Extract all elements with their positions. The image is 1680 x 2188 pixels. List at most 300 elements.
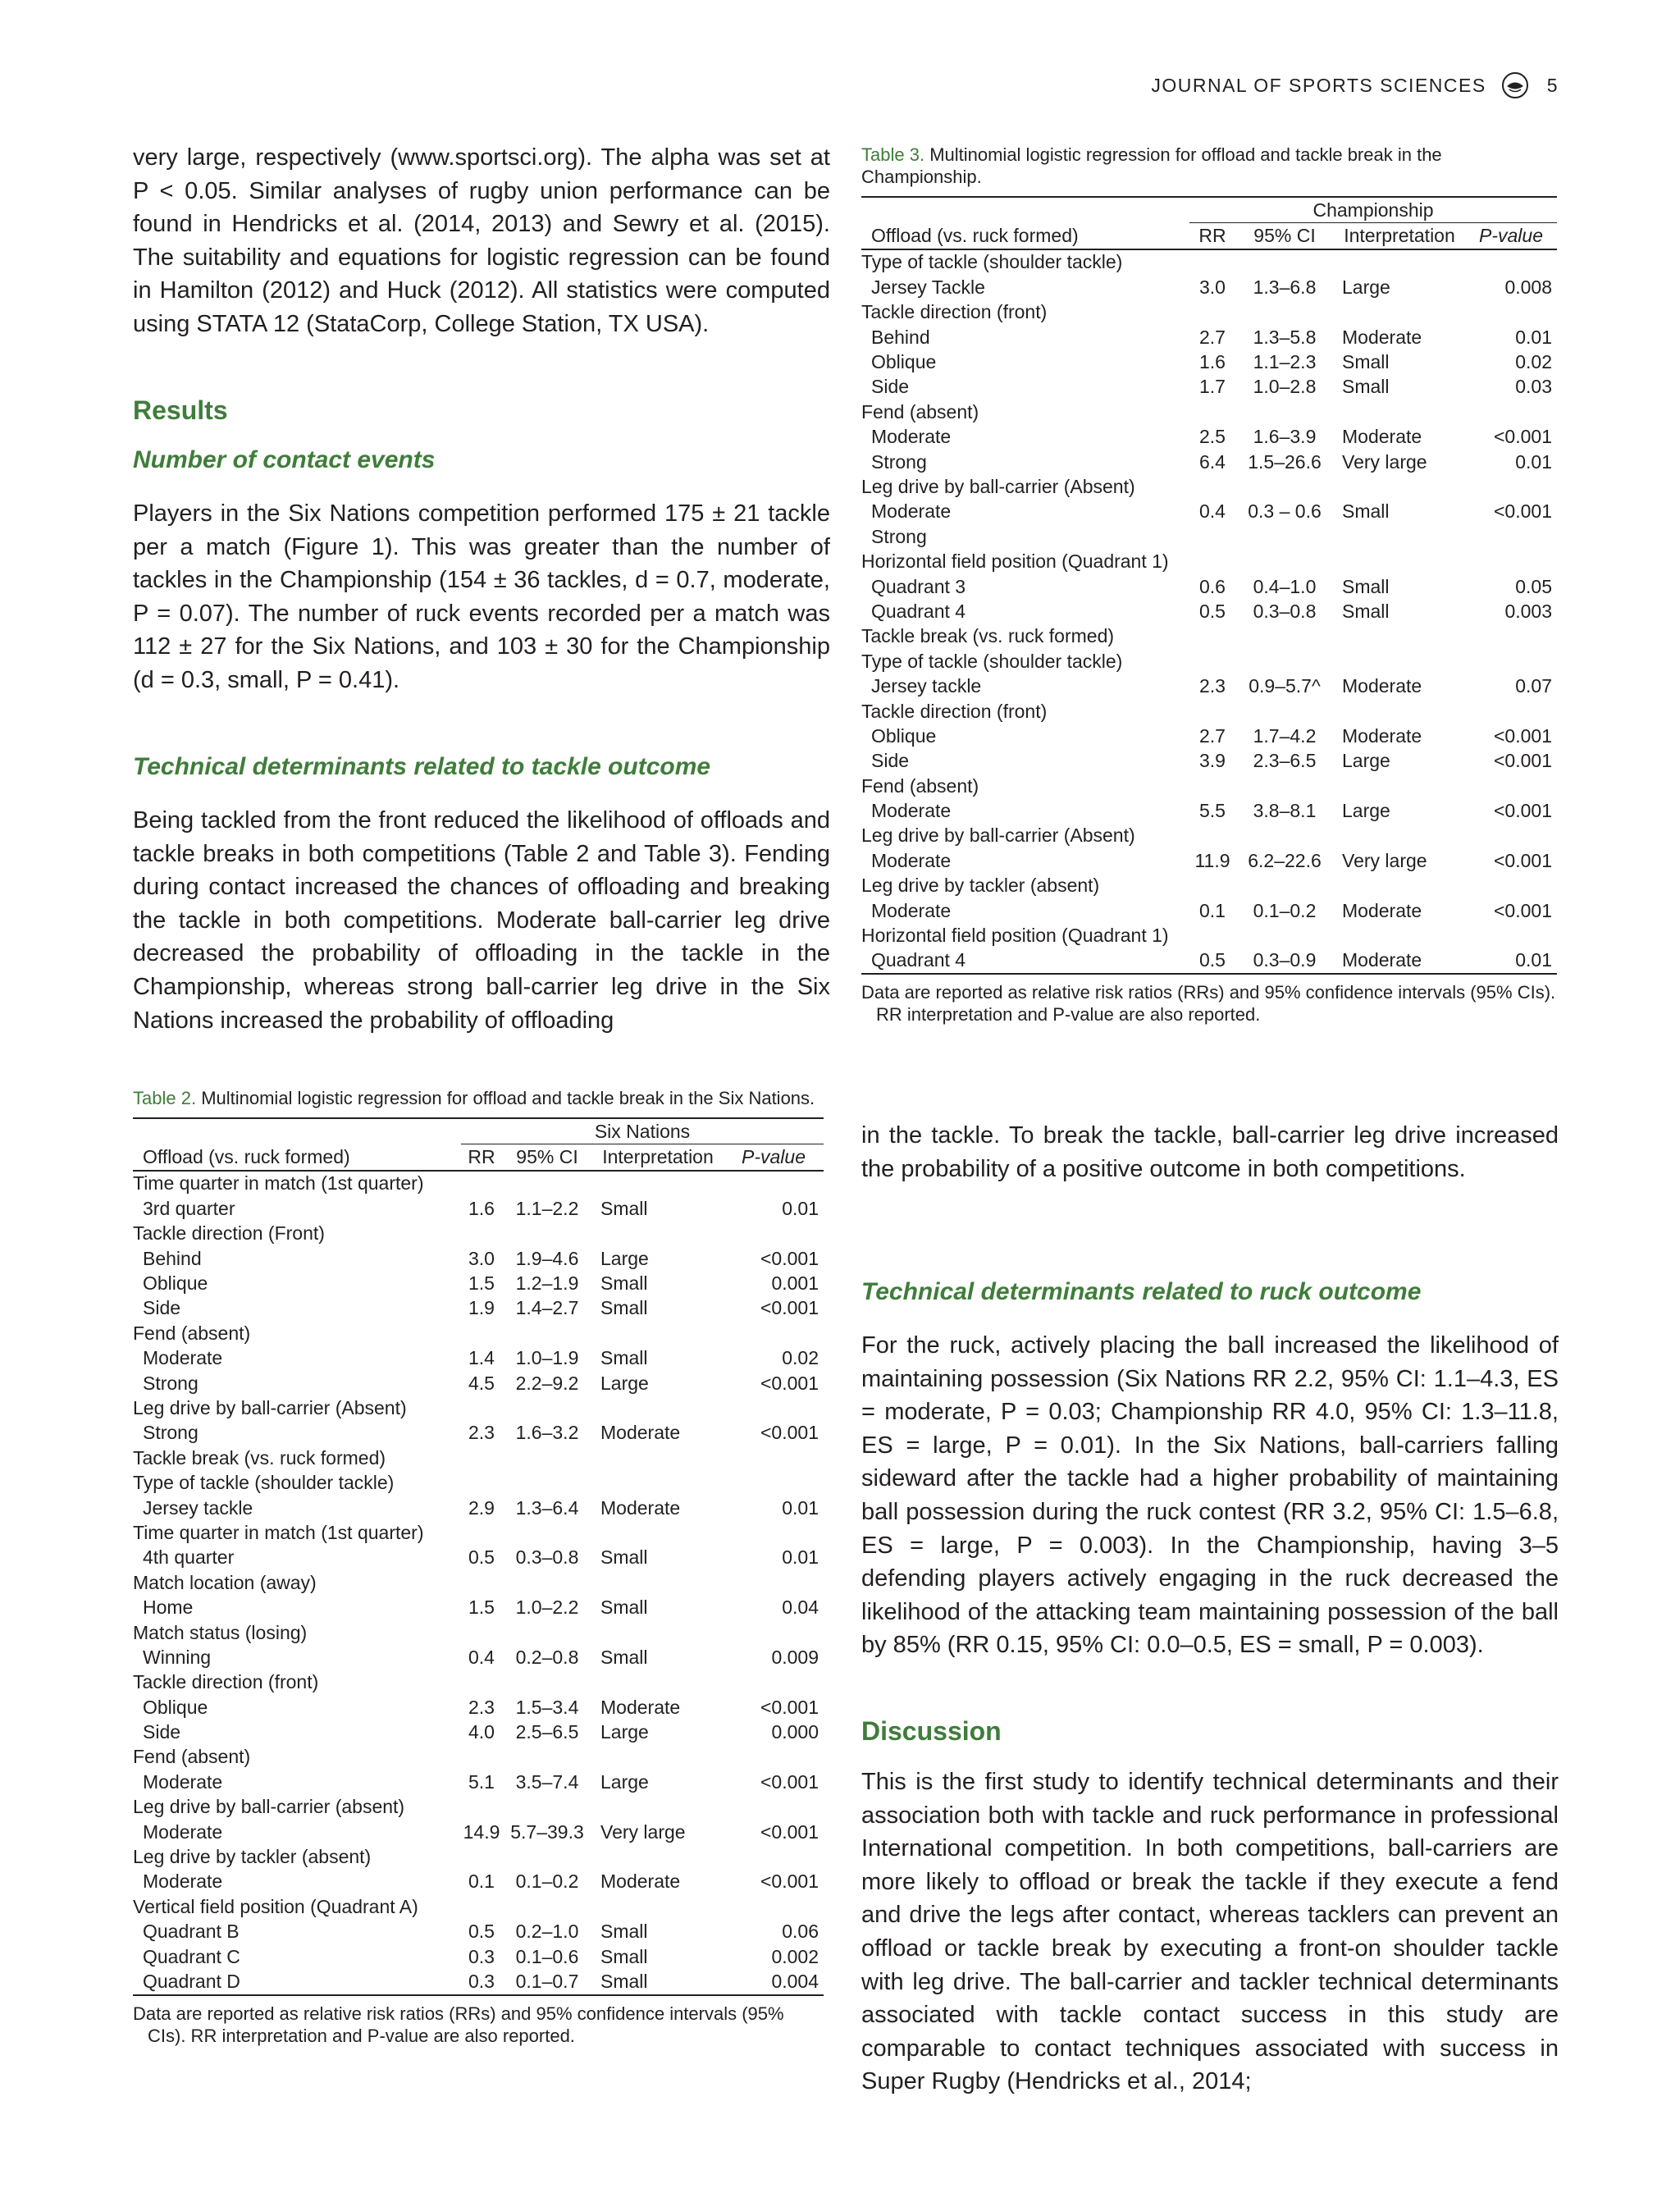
interpretation-value	[1334, 874, 1465, 898]
interpretation-value	[1334, 624, 1465, 649]
row-label: Quadrant 3	[871, 575, 966, 597]
ci-value: 6.2–22.6	[1248, 849, 1322, 871]
p-value	[724, 1844, 824, 1869]
row-label: Behind	[871, 326, 930, 348]
interpretation-value: Moderate	[600, 1871, 681, 1893]
ci-value	[502, 1670, 592, 1695]
row-label: Oblique	[871, 724, 937, 747]
row-label: Time quarter in match (1st quarter)	[133, 1172, 424, 1194]
ci-value: 2.2–9.2	[515, 1372, 579, 1394]
interpretation-value: Large	[600, 1247, 649, 1269]
ci-value: 1.0–2.8	[1253, 376, 1317, 398]
journal-title: JOURNAL OF SPORTS SCIENCES	[1151, 74, 1486, 96]
row-label: Moderate	[143, 1770, 223, 1793]
row-label: Moderate	[871, 500, 952, 523]
p-value	[724, 1321, 824, 1345]
row-label: Match location (away)	[133, 1571, 317, 1593]
interpretation-value	[592, 1844, 724, 1869]
tackle-outcome-heading: Technical determinants related to tackle outcome	[133, 753, 711, 780]
row-label: Fend (absent)	[861, 774, 979, 797]
row-label: Side	[871, 376, 910, 398]
table-3-col-first: Offload (vs. ruck formed)	[861, 223, 1189, 249]
interpretation-value: Moderate	[1342, 675, 1422, 697]
table-row	[861, 524, 1557, 549]
p-value: 0.000	[771, 1721, 819, 1743]
interpretation-value: Small	[600, 1546, 648, 1569]
interpretation-value	[592, 1395, 724, 1420]
table-3-caption	[861, 144, 1557, 188]
row-label: Moderate	[143, 1347, 223, 1369]
ci-value: 1.3–6.4	[515, 1496, 579, 1519]
ci-value	[502, 1520, 592, 1545]
table-3-caption-text: Multinomial logistic regression for offload and tackle break in the Championship.	[861, 144, 1442, 187]
interpretation-value	[1334, 300, 1465, 325]
ci-value	[502, 1894, 592, 1919]
table-row	[133, 1496, 824, 1520]
p-value: 0.07	[1515, 675, 1552, 697]
row-label: Type of tackle (shoulder tackle)	[133, 1472, 395, 1494]
ci-value: 0.3–0.8	[1253, 600, 1317, 622]
interpretation-value	[1334, 549, 1465, 573]
row-label: Jersey tackle	[871, 675, 982, 697]
interpretation-value: Small	[600, 1596, 648, 1619]
ci-value: 0.9–5.7^	[1249, 675, 1321, 697]
interpretation-value	[1334, 400, 1465, 424]
row-label: Leg drive by tackler (absent)	[861, 875, 1100, 897]
p-value: <0.001	[1494, 500, 1552, 523]
interpretation-value	[592, 1446, 724, 1470]
running-header	[1148, 69, 1559, 102]
ci-value: 0.2–0.8	[515, 1646, 579, 1668]
p-value	[1465, 649, 1557, 674]
table-row	[861, 450, 1557, 474]
table-2-caption-text: Multinomial logistic regression for offload and tackle break in the Six Nations.	[201, 1088, 815, 1108]
p-value: 0.01	[782, 1546, 819, 1569]
interpretation-value: Large	[600, 1721, 649, 1743]
ci-value	[1235, 300, 1334, 325]
table-row	[133, 1595, 824, 1619]
rr-value: 1.4	[468, 1347, 495, 1369]
table-row	[861, 898, 1557, 923]
table-2-body	[133, 1171, 824, 1995]
rr-value	[461, 1395, 502, 1420]
ci-value	[502, 1321, 592, 1345]
ci-value	[1235, 699, 1334, 724]
table-row	[133, 1296, 824, 1321]
ci-value: 1.9–4.6	[515, 1247, 579, 1269]
interpretation-value: Small	[592, 1969, 724, 1994]
interpretation-value: Small	[1342, 376, 1390, 398]
ci-value: 0.3–0.9	[1235, 948, 1334, 974]
rr-value	[461, 1171, 502, 1196]
p-value	[724, 1570, 824, 1595]
table-row	[861, 425, 1557, 450]
row-label: Side	[871, 750, 910, 772]
interpretation-value: Moderate	[1342, 724, 1422, 747]
ci-value: 1.2–1.9	[515, 1272, 579, 1295]
row-label: Moderate	[143, 1871, 223, 1893]
interpretation-value: Moderate	[600, 1696, 681, 1718]
rr-value	[1189, 774, 1235, 798]
row-label: Quadrant B	[143, 1921, 240, 1943]
interpretation-value	[1334, 824, 1465, 848]
rr-value: 0.1	[1199, 899, 1226, 921]
p-value: 0.03	[1515, 376, 1552, 398]
rr-value	[1189, 649, 1235, 674]
rr-value	[1189, 699, 1235, 724]
ci-value	[502, 1795, 592, 1820]
p-value	[1465, 699, 1557, 724]
p-value	[724, 1670, 824, 1695]
ci-value	[1235, 649, 1334, 674]
ci-value: 1.3–5.8	[1253, 326, 1317, 348]
p-value: 0.01	[782, 1197, 819, 1219]
rr-value: 2.3	[468, 1696, 495, 1718]
table-row	[133, 1371, 824, 1395]
p-value	[724, 1470, 824, 1495]
page-number: 5	[1546, 74, 1559, 96]
rr-value: 4.5	[468, 1372, 495, 1394]
rr-value	[1189, 874, 1235, 898]
row-label: Tackle direction (front)	[133, 1671, 319, 1693]
ci-value: 1.6–3.9	[1253, 426, 1317, 448]
table-3-group-header: Championship	[1189, 197, 1557, 223]
row-label: Side	[143, 1721, 181, 1743]
interpretation-value	[592, 1171, 724, 1196]
row-label: Tackle break (vs. ruck formed)	[861, 625, 1115, 647]
p-value: 0.06	[782, 1921, 819, 1943]
rr-value: 2.3	[468, 1422, 495, 1444]
interpretation-value: Small	[1342, 351, 1390, 373]
interpretation-value: Small	[600, 1297, 648, 1319]
row-label: Quadrant C	[143, 1945, 240, 1967]
table-3-col-rr: RR	[1189, 223, 1235, 249]
table-2-col-rr: RR	[461, 1144, 502, 1171]
table-row	[133, 1222, 824, 1246]
ci-value: 2.5–6.5	[515, 1721, 579, 1743]
rr-value: 3.9	[1199, 750, 1226, 772]
interpretation-value	[1334, 649, 1465, 674]
table-row	[133, 1346, 824, 1371]
discussion-heading: Discussion	[861, 1716, 1002, 1746]
row-label: Home	[143, 1596, 194, 1619]
p-value	[1465, 400, 1557, 424]
ci-value	[502, 1745, 592, 1770]
rr-value	[461, 1321, 502, 1345]
table-3-label: Table 3.	[861, 144, 925, 165]
row-label: Moderate	[871, 849, 952, 871]
discussion-paragraph: This is the first study to identify technical determinants and their association both with tackle and ruck performance in professional International competition. In both competitions, ball-carriers are more likely to offload or break the tackle if they execute a fend and drive the legs after contact, whereas tacklers can prevent an offload or tackle break by executing a front-on shoulder tackle with leg drive. The ball-carrier and tackler technical determinants associated with tackle contact success in this study are comparable to contact techniques associated with success in Super Rugby (Hendricks et al., 2014;	[861, 1769, 1559, 2095]
p-value	[1465, 474, 1557, 499]
row-label: Moderate	[871, 899, 952, 921]
table-row	[861, 774, 1557, 798]
row-label: Strong	[143, 1372, 199, 1394]
rr-value: 2.7	[1199, 724, 1226, 747]
table-row	[133, 1745, 824, 1770]
rr-value: 3.0	[1199, 276, 1226, 298]
ci-value	[502, 1446, 592, 1470]
rr-value	[1189, 524, 1235, 549]
methods-paragraph: very large, respectively (www.sportsci.org). The alpha was set at P < 0.05. Similar analyses of rugby union performance can be found in Hendricks et al. (2014, 2013) and Sewry et al. (2015). The suitability and equations for logistic regression can be found in Hamilton (2012) and Huck (2012). All statistics were computed using STATA 12 (StataCorp, College Station, TX USA).	[133, 144, 830, 337]
row-label: Leg drive by ball-carrier (absent)	[133, 1796, 405, 1818]
p-value: <0.001	[1494, 750, 1552, 772]
row-label: Time quarter in match (1st quarter)	[133, 1521, 424, 1543]
row-label: Moderate	[871, 426, 952, 448]
rr-value: 0.3	[468, 1945, 495, 1967]
ruck-outcome-paragraph: For the ruck, actively placing the ball increased the likelihood of maintaining possession (Six Nations RR 2.2, 95% CI: 1.1–4.3, ES = moderate, P = 0.03; Championship RR 4.0, 95% CI: 1.3–11.8, ES = large, P = 0.01). In the Six Nations, ball-carriers falling sideward after the tackle had a higher probability of maintaining ball possession during the ruck contest (RR 3.2, 95% CI: 1.5–6.8, ES = large, P = 0.003). In the Championship, having 3–5 defending players actively engaging in the ruck decreased the likelihood of the attacking team maintaining possession of the ball by 85% (RR 0.15, 95% CI: 0.0–0.5, ES = small, P = 0.003).	[861, 1332, 1559, 1659]
table-3	[861, 144, 1557, 1025]
p-value: <0.001	[1494, 849, 1552, 871]
table-row	[861, 749, 1557, 774]
rr-value: 2.5	[1199, 426, 1226, 448]
row-label: Tackle direction (front)	[861, 700, 1048, 722]
ci-value	[502, 1844, 592, 1869]
p-value	[724, 1395, 824, 1420]
ci-value: 1.5–26.6	[1248, 450, 1322, 473]
ci-value: 1.0–1.9	[515, 1347, 579, 1369]
row-label: Tackle direction (front)	[861, 301, 1048, 323]
p-value: <0.001	[1494, 724, 1552, 747]
interpretation-value: Small	[600, 1272, 648, 1295]
table-row	[861, 699, 1557, 724]
table-row	[861, 249, 1557, 275]
interpretation-value: Small	[600, 1945, 648, 1967]
row-label: Strong	[871, 450, 927, 473]
rr-value: 0.3	[461, 1969, 502, 1994]
ci-value	[502, 1470, 592, 1495]
rr-value	[461, 1222, 502, 1246]
table-row	[133, 1271, 824, 1295]
ci-value: 0.1–0.2	[1253, 899, 1317, 921]
table-row	[861, 474, 1557, 499]
table-2	[133, 1087, 824, 2047]
ci-value	[1235, 624, 1334, 649]
interpretation-value	[1334, 923, 1465, 948]
ci-value: 1.0–2.2	[515, 1596, 579, 1619]
table-row	[133, 1421, 824, 1446]
table-row	[861, 923, 1557, 948]
interpretation-value	[592, 1670, 724, 1695]
interpretation-value: Very large	[600, 1820, 686, 1843]
table-row	[133, 1695, 824, 1720]
table-row	[861, 674, 1557, 698]
table-row	[133, 1920, 824, 1944]
table-row	[133, 1620, 824, 1645]
p-value	[1465, 524, 1557, 549]
table-2-col-interp: Interpretation	[592, 1144, 724, 1171]
ci-value	[1235, 474, 1334, 499]
table-2-col-first: Offload (vs. ruck formed)	[133, 1144, 461, 1171]
p-value	[724, 1620, 824, 1645]
p-value: <0.001	[760, 1696, 819, 1718]
row-label: Winning	[143, 1646, 212, 1668]
table-3-col-ci: 95% CI	[1235, 223, 1334, 249]
rr-value	[461, 1745, 502, 1770]
rr-value: 5.1	[468, 1770, 495, 1793]
row-label: Fend (absent)	[861, 400, 979, 423]
row-label: Behind	[143, 1247, 202, 1269]
ci-value	[1235, 874, 1334, 898]
ci-value	[502, 1395, 592, 1420]
row-label: Tackle break (vs. ruck formed)	[133, 1446, 386, 1469]
ruck-outcome-heading: Technical determinants related to ruck outcome	[861, 1278, 1422, 1305]
row-label: Fend (absent)	[133, 1746, 251, 1768]
p-value: 0.04	[782, 1596, 819, 1619]
row-label: Horizontal field position (Quadrant 1)	[861, 925, 1169, 947]
interpretation-value	[592, 1470, 724, 1495]
row-label: Quadrant 4	[861, 948, 1189, 974]
table-row	[861, 599, 1557, 624]
row-label: Strong	[143, 1422, 199, 1444]
rr-value	[461, 1620, 502, 1645]
row-label: Jersey tackle	[143, 1496, 253, 1519]
interpretation-value: Moderate	[1342, 899, 1422, 921]
rr-value: 0.4	[1199, 500, 1226, 523]
row-label: Tackle direction (Front)	[133, 1222, 325, 1245]
table-row	[861, 724, 1557, 748]
rr-value: 1.6	[468, 1197, 495, 1219]
ci-value	[1235, 774, 1334, 798]
rr-value: 0.5	[468, 1546, 495, 1569]
p-value	[1465, 549, 1557, 573]
table-row	[133, 1944, 824, 1969]
p-value	[724, 1894, 824, 1919]
rr-value: 6.4	[1199, 450, 1226, 473]
ci-value: 5.7–39.3	[510, 1820, 584, 1843]
rr-value: 0.5	[468, 1921, 495, 1943]
table-row	[861, 798, 1557, 823]
table-row	[861, 300, 1557, 325]
interpretation-value: Moderate	[1334, 948, 1465, 974]
row-label: Match status (losing)	[133, 1621, 308, 1643]
table-row	[133, 1520, 824, 1545]
interpretation-value: Moderate	[600, 1422, 681, 1444]
rr-value: 1.9	[468, 1297, 495, 1319]
p-value	[724, 1171, 824, 1196]
rr-value: 1.6	[1199, 351, 1226, 373]
table-row	[133, 1171, 824, 1196]
row-label: Leg drive by ball-carrier (Absent)	[861, 824, 1135, 847]
p-value	[724, 1795, 824, 1820]
table-3-col-interp: Interpretation	[1334, 223, 1465, 249]
table-row	[133, 1720, 824, 1744]
interpretation-value: Small	[1342, 600, 1390, 622]
table-2-col-p: P-value	[724, 1144, 824, 1171]
ci-value	[1235, 824, 1334, 848]
journal-logo-icon	[1501, 71, 1529, 99]
ci-value	[502, 1171, 592, 1196]
interpretation-value: Very large	[1342, 849, 1427, 871]
rr-value: 3.0	[468, 1247, 495, 1269]
rr-value	[1189, 624, 1235, 649]
interpretation-value	[1334, 699, 1465, 724]
p-value: <0.001	[760, 1770, 819, 1793]
interpretation-value: Large	[1342, 276, 1390, 298]
p-value	[1465, 923, 1557, 948]
rr-value	[1189, 824, 1235, 848]
contact-events-paragraph: Players in the Six Nations competition performed 175 ± 21 tackle per a match (Figure 1). This was greater than the number of tackles in the Championship (154 ± 36 tackles, d = 0.7, moderate, P = 0.07). The number of ruck events recorded per a match was 112 ± 27 for the Six Nations, and 103 ± 30 for the Championship (d = 0.3, small, P = 0.41).	[133, 500, 830, 693]
ci-value: 1.4–2.7	[515, 1297, 579, 1319]
interpretation-value: Large	[600, 1372, 649, 1394]
row-label: Type of tackle (shoulder tackle)	[861, 251, 1123, 273]
table-row	[133, 1395, 824, 1420]
p-value: <0.001	[1494, 426, 1552, 448]
table-3-note: Data are reported as relative risk ratios (RRs) and 95% confidence intervals (95% CIs). RR interpretation and P-value are also reported.	[861, 982, 1556, 1025]
left-text-block	[133, 141, 830, 341]
p-value: <0.001	[1494, 800, 1552, 822]
interpretation-value: Moderate	[600, 1496, 681, 1519]
ci-value: 0.4–1.0	[1253, 575, 1317, 597]
interpretation-value: Small	[600, 1646, 648, 1668]
ci-value: 1.1–2.2	[515, 1197, 579, 1219]
table-3-grid	[861, 196, 1557, 975]
rr-value: 5.5	[1199, 800, 1226, 822]
table-row	[133, 1246, 824, 1271]
p-value	[1465, 774, 1557, 798]
p-value: <0.001	[1494, 899, 1552, 921]
ci-value	[1235, 249, 1334, 275]
p-value: <0.001	[760, 1871, 819, 1893]
table-row	[861, 649, 1557, 674]
table-row	[133, 1470, 824, 1495]
ci-value: 3.5–7.4	[515, 1770, 579, 1793]
table-row	[133, 1546, 824, 1570]
interpretation-value: Moderate	[1342, 326, 1422, 348]
ci-value: 3.8–8.1	[1253, 800, 1317, 822]
ci-value: 0.1–0.2	[515, 1871, 579, 1893]
p-value: <0.001	[760, 1820, 819, 1843]
table-row	[133, 1870, 824, 1894]
rr-value	[461, 1470, 502, 1495]
p-value: 0.01	[1465, 948, 1557, 974]
interpretation-value: Small	[600, 1921, 648, 1943]
table-row	[861, 824, 1557, 848]
table-row	[861, 574, 1557, 599]
table-2-col-ci: 95% CI	[502, 1144, 592, 1171]
interpretation-value	[592, 1620, 724, 1645]
rr-value: 14.9	[463, 1820, 500, 1843]
ci-value: 1.6–3.2	[515, 1422, 579, 1444]
results-heading: Results	[133, 395, 228, 425]
row-label: Quadrant 4	[871, 600, 966, 622]
interpretation-value	[592, 1795, 724, 1820]
table-row	[133, 1645, 824, 1670]
rr-value	[1189, 400, 1235, 424]
row-label: Moderate	[871, 800, 952, 822]
p-value	[724, 1520, 824, 1545]
rr-value: 2.9	[468, 1496, 495, 1519]
p-value: <0.001	[760, 1247, 819, 1269]
ci-value: 2.3–6.5	[1253, 750, 1317, 772]
ci-value: 1.1–2.3	[1253, 351, 1317, 373]
ci-value: 0.2–1.0	[515, 1921, 579, 1943]
table-2-grid	[133, 1117, 824, 1996]
ci-value: 1.5–3.4	[515, 1696, 579, 1718]
p-value: 0.004	[724, 1969, 824, 1994]
rr-value: 0.5	[1189, 948, 1235, 974]
p-value: 0.009	[771, 1646, 819, 1668]
table-row	[133, 1795, 824, 1820]
p-value: 0.002	[771, 1945, 819, 1967]
ci-value: 0.3–0.8	[515, 1546, 579, 1569]
table-row	[133, 1894, 824, 1919]
interpretation-value	[592, 1222, 724, 1246]
interpretation-value	[1334, 474, 1465, 499]
p-value: 0.01	[782, 1496, 819, 1519]
ci-value	[1235, 549, 1334, 573]
row-label: 4th quarter	[143, 1546, 235, 1569]
rr-value: 2.7	[1199, 326, 1226, 348]
